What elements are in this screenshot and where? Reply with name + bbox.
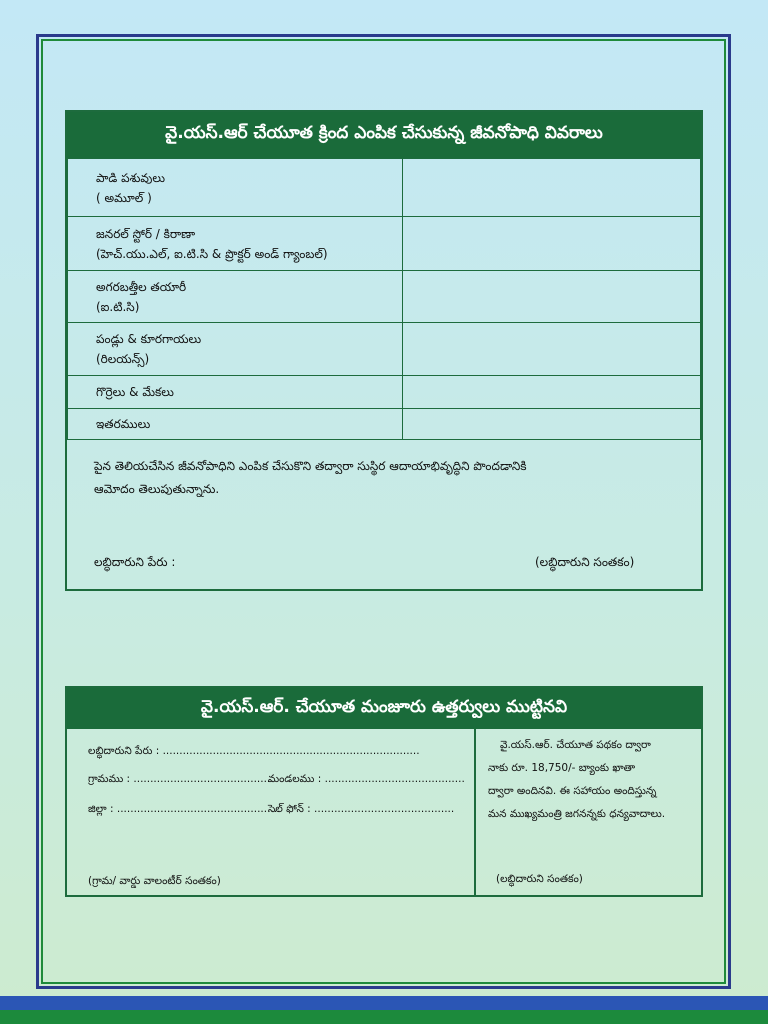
declaration-line-1: పైన తెలియచేసిన జీవనోపాధిని ఎంపిక చేసుకొని తద్వారా సుస్థిర ఆదాయాభివృద్ధిని పొందడానికి	[94, 459, 527, 473]
option-label: అగరబత్తీల తయారీ	[96, 279, 187, 294]
option-row-others	[68, 409, 701, 440]
option-row-agarbatti	[68, 271, 701, 323]
ack-line-4: మన ముఖ్యమంత్రి జగనన్నకు ధన్యవాదాలు.	[488, 808, 666, 820]
sanction-village-field[interactable]: గ్రామము : ..........................................	[88, 773, 274, 785]
sanction-mandal-field[interactable]: మండలము : ..........................................	[268, 773, 465, 785]
option-sublabel: (రిలయన్స్)	[96, 352, 150, 366]
option-sublabel: ( అమూల్ )	[96, 190, 152, 205]
ack-line-1: వై.యస్.ఆర్. చేయూత పథకం ద్వారా	[500, 739, 651, 751]
livelihood-section	[65, 110, 703, 591]
declaration-line-2: ఆమోదం తెలుపుతున్నాను.	[94, 482, 220, 496]
option-row-sheep-goats	[68, 376, 701, 409]
sanction-name-field[interactable]: లబ్ధిదారుని పేరు : .............................................................................	[88, 745, 420, 757]
option-fruits-vegetables	[68, 323, 403, 376]
option-choice-cell[interactable]	[403, 271, 701, 323]
option-label: ఇతరములు	[96, 417, 151, 431]
option-dairy	[68, 159, 403, 217]
footer-green-band	[0, 1010, 768, 1024]
volunteer-signature-label: (గ్రామ/ వార్డు వాలంటీర్ సంతకం)	[88, 875, 221, 887]
sanction-district-field[interactable]: జిల్లా : .................................................	[88, 803, 281, 815]
option-general-store	[68, 217, 403, 271]
acknowledgement-text	[488, 734, 700, 826]
option-choice-cell[interactable]	[403, 409, 701, 440]
option-label: గొర్రెలు & మేకలు	[96, 385, 174, 399]
option-choice-cell[interactable]	[403, 376, 701, 409]
option-sublabel: (హెచ్.యు.ఎల్, ఐ.టి.సి & ప్రొక్టర్ అండ్ గ్యాంబల్)	[96, 246, 328, 261]
sanction-cell-field[interactable]: సెల్ ఫోన్ : ..........................................	[268, 803, 455, 815]
livelihood-section-title: వై.యస్.ఆర్ చేయూత క్రింద ఎంపిక చేసుకున్న జీవనోపాధి వివరాలు	[67, 112, 701, 158]
footer-blue-band	[0, 996, 768, 1010]
option-others	[68, 409, 403, 440]
option-sheep-goats	[68, 376, 403, 409]
option-label: పాడి పశువులు	[96, 170, 165, 185]
option-sublabel: (ఐ.టి.సి)	[96, 299, 140, 314]
option-choice-cell[interactable]	[403, 159, 701, 217]
sanction-section-title: వై.యస్.ఆర్. చేయూత మంజూరు ఉత్తర్వులు ముట్టినవి	[67, 688, 701, 729]
option-agarbatti	[68, 271, 403, 323]
livelihood-options-table	[67, 158, 701, 440]
ack-line-3: ద్వారా అందినవి. ఈ సహాయం అందిస్తున్న	[488, 785, 657, 797]
option-choice-cell[interactable]	[403, 323, 701, 376]
option-choice-cell[interactable]	[403, 217, 701, 271]
option-row-general-store	[68, 217, 701, 271]
sanction-divider	[474, 729, 476, 895]
beneficiary-signature-label: (లబ్ధిదారుని సంతకం)	[535, 555, 635, 569]
beneficiary-name-label: లబ్ధిదారుని పేరు :	[94, 555, 176, 569]
option-row-dairy	[68, 159, 701, 217]
ack-line-2: నాకు రూ. 18,750/- బ్యాంకు ఖాతా	[488, 762, 636, 774]
option-label: పండ్లు & కూరగాయలు	[96, 332, 202, 346]
option-label: జనరల్ స్టోర్ / కిరాణా	[96, 226, 196, 241]
option-row-fruits-vegetables	[68, 323, 701, 376]
sanction-beneficiary-signature: (లబ్ధిదారుని సంతకం)	[496, 873, 583, 885]
declaration-text	[94, 455, 694, 501]
